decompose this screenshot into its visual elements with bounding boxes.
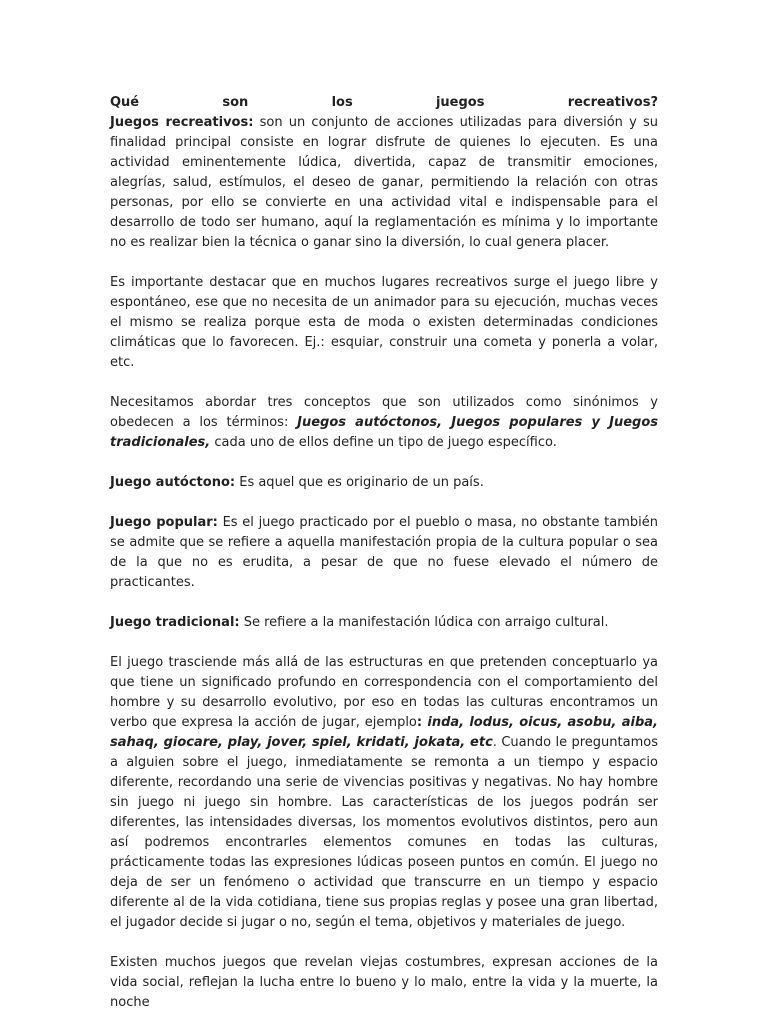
paragraph-tres-conceptos — [110, 393, 658, 453]
term-juego-tradicional: Juego tradicional: — [110, 615, 240, 630]
paragraph-juego-autoctono — [110, 473, 658, 493]
verb-list: inda, lodus, oicus, asobu, aiba, sahaq, giocare, play, jover, spiel, kridati, jokata, etc — [110, 715, 658, 750]
title-word: recreativos? — [567, 95, 658, 110]
title-word: los — [331, 95, 353, 110]
paragraph-text: Se refiere a la manifestación lúdica con arraigo cultural. — [239, 615, 609, 630]
paragraph-juego-tradicional — [110, 613, 658, 633]
paragraph-text: Es aquel que es originario de un país. — [235, 475, 484, 490]
title-word: son — [222, 95, 249, 110]
terms-list: Juegos autóctonos, Juegos populares y Juegos tradicionales, — [110, 415, 658, 450]
paragraph-text: son un conjunto de acciones utilizadas para diversión y su finalidad principal consiste en lograr disfrute de quienes lo ejecuten. Es una actividad eminentemente lúdica, divertida, capaz de transmitir emociones, alegrías, salud, estímulos, el deseo de ganar, permitiendo la relación con otras personas, por ello se convierte en una actividad vital e indispensable para el desarrollo de todo ser humano, aquí la reglamentación es mínima y lo importante no es realizar bien la técnica o ganar sino la diversión, lo cual genera placer. — [110, 115, 658, 250]
document-title — [110, 93, 658, 113]
colon: : — [416, 715, 423, 730]
paragraph-text: El juego trasciende más allá de las estructuras en que pretenden conceptuarlo ya que tiene un significado profundo en correspondencia con el comportamiento del hombre y su desarrollo evolutivo, por eso en todas las culturas encontramos un verbo que expresa la acción de jugar, ejemplo — [110, 655, 658, 730]
paragraph-text: . Cuando le preguntamos a alguien sobre el juego, inmediatamente se remonta a un tiempo y espacio diferente, recordando una serie de vivencias positivas y negativas. No hay hombre sin juego ni juego sin hombre. Las características de los juegos podrán ser diferentes, las intensidades diversas, los momentos evolutivos distintos, pero aun así podremos encontrarles elementos comunes en todas las culturas, prácticamente todas las expresiones lúdicas poseen puntos en común. El juego no deja de ser un fenómeno o actividad que transcurre en un tiempo y espacio diferente al de la vida cotidiana, tiene sus propias reglas y posee una gran libertad, el jugador decide si jugar o no, según el tema, objetivos y materiales de juego. — [110, 735, 658, 930]
document-page — [110, 93, 658, 1033]
paragraph-juego-trasciende — [110, 653, 658, 933]
paragraph-juegos-recreativos — [110, 113, 658, 253]
paragraph-juego-popular — [110, 513, 658, 593]
title-word: Qué — [110, 95, 140, 110]
title-word: juegos — [435, 95, 485, 110]
paragraph-juego-libre: Es importante destacar que en muchos lugares recreativos surge el juego libre y espontáneo, ese que no necesita de un animador para su ejecución, muchas veces el mismo se realiza porque esta de moda o existen determinadas condiciones climáticas que lo favorecen. Ej.: esquiar, construir una cometa y ponerla a volar, etc. — [110, 275, 658, 370]
paragraph-viejas-costumbres: Existen muchos juegos que revelan viejas costumbres, expresan acciones de la vida social, reflejan la lucha entre lo bueno y lo malo, entre la vida y la muerte, la noche — [110, 955, 658, 1010]
paragraph-text: Necesitamos abordar tres conceptos que son utilizados como sinónimos y obedecen a los términos: — [110, 395, 658, 430]
term-juego-autoctono: Juego autóctono: — [110, 475, 236, 490]
term-juegos-recreativos: Juegos recreativos: — [110, 115, 254, 130]
paragraph-text: cada uno de ellos define un tipo de juego específico. — [210, 435, 557, 450]
paragraph-text: Es el juego practicado por el pueblo o masa, no obstante también se admite que se refiere a aquella manifestación propia de la cultura popular o sea de la que no es erudita, a pesar de que no fuese elevado el número de practicantes. — [110, 515, 658, 590]
term-juego-popular: Juego popular: — [110, 515, 218, 530]
